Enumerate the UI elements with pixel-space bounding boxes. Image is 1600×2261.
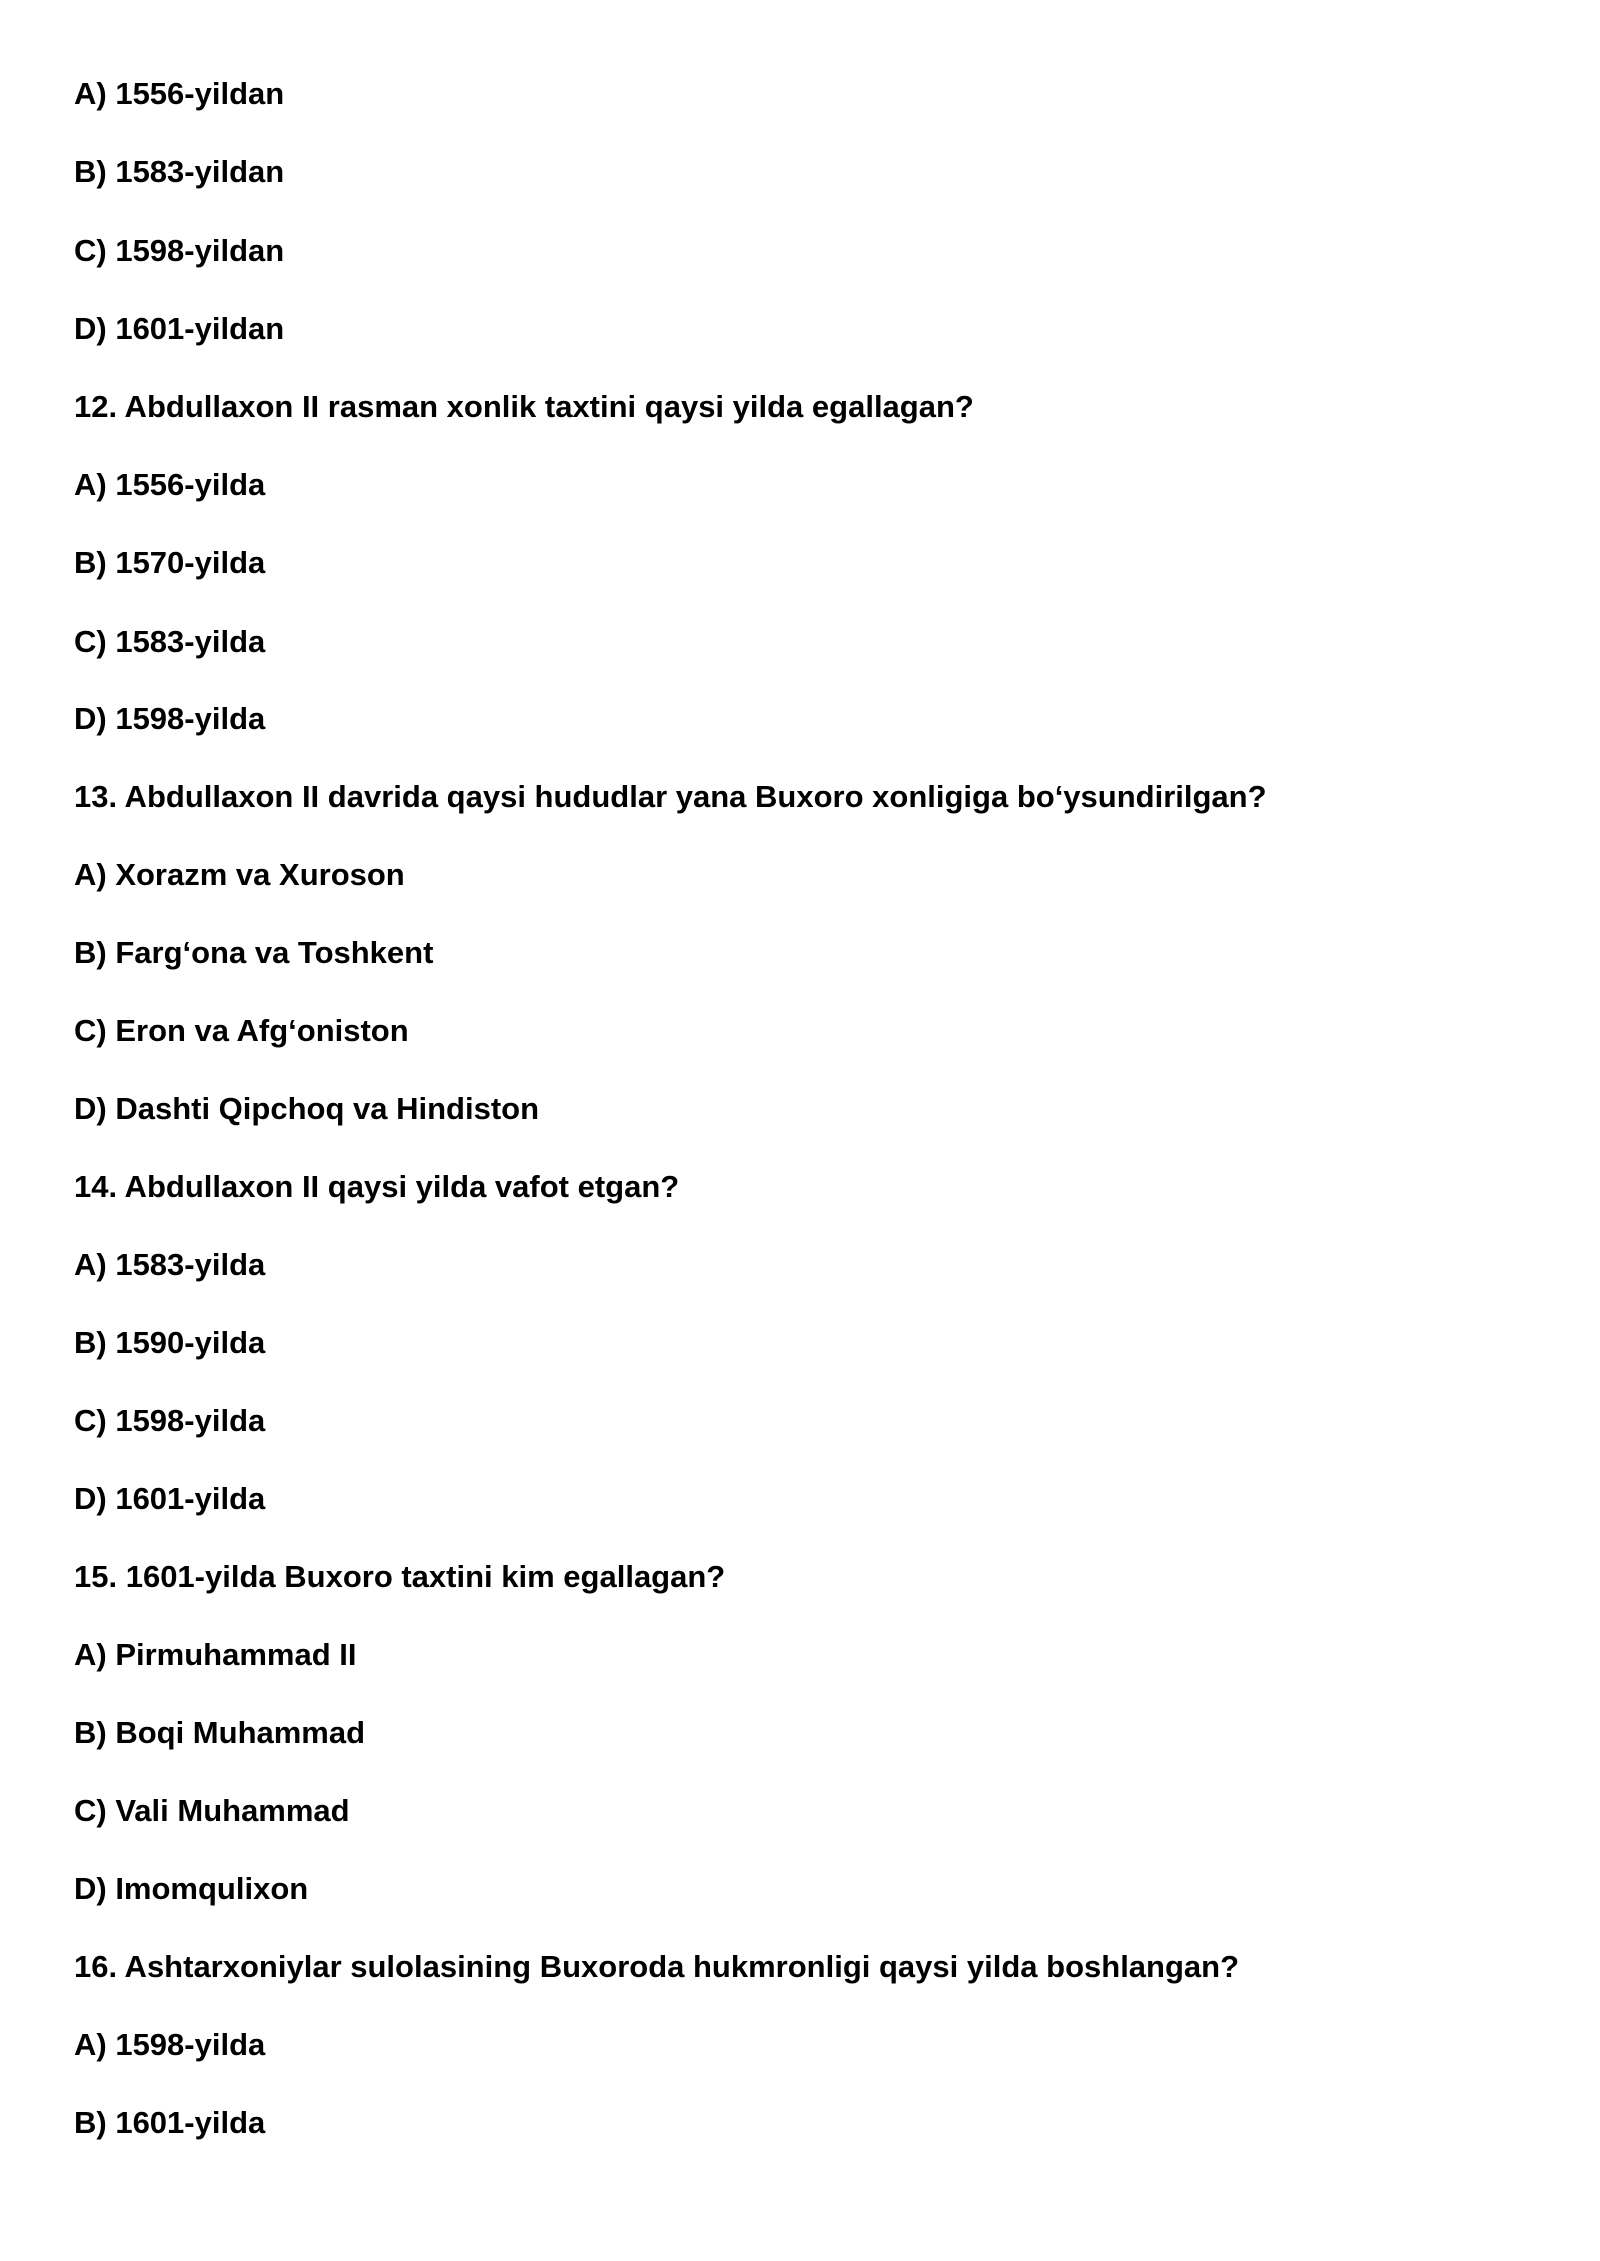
question-14: 14. Abdullaxon II qaysi yilda vafot etgan? xyxy=(74,1169,680,1204)
question-12: 12. Abdullaxon II rasman xonlik taxtini qaysi yilda egallagan? xyxy=(74,389,974,424)
question-13: 13. Abdullaxon II davrida qaysi hududlar yana Buxoro xonligiga bo‘ysundirilgan? xyxy=(74,779,1267,814)
answer-option: B) 1583-yildan xyxy=(74,154,285,189)
answer-option: C) 1583-yilda xyxy=(74,624,266,659)
answer-option: A) Xorazm va Xuroson xyxy=(74,857,405,892)
answer-option: A) 1556-yildan xyxy=(74,76,285,111)
answer-option: B) 1590-yilda xyxy=(74,1325,266,1360)
answer-option: C) 1598-yildan xyxy=(74,233,285,268)
answer-option: A) Pirmuhammad II xyxy=(74,1637,357,1672)
answer-option: D) Dashti Qipchoq va Hindiston xyxy=(74,1091,540,1126)
answer-option: A) 1598-yilda xyxy=(74,2027,266,2062)
answer-option: C) Eron va Afg‘oniston xyxy=(74,1013,409,1048)
answer-option: B) Farg‘ona va Toshkent xyxy=(74,935,434,970)
answer-option: D) 1601-yildan xyxy=(74,311,285,346)
answer-option: B) 1601-yilda xyxy=(74,2105,266,2140)
answer-option: D) 1601-yilda xyxy=(74,1481,266,1516)
answer-option: B) 1570-yilda xyxy=(74,545,266,580)
question-16: 16. Ashtarxoniylar sulolasining Buxoroda hukmronligi qaysi yilda boshlangan? xyxy=(74,1949,1240,1984)
answer-option: B) Boqi Muhammad xyxy=(74,1715,366,1750)
answer-option: C) Vali Muhammad xyxy=(74,1793,350,1828)
answer-option: A) 1583-yilda xyxy=(74,1247,266,1282)
answer-option: D) 1598-yilda xyxy=(74,701,266,736)
answer-option: D) Imomqulixon xyxy=(74,1871,309,1906)
question-15: 15. 1601-yilda Buxoro taxtini kim egallagan? xyxy=(74,1559,726,1594)
answer-option: C) 1598-yilda xyxy=(74,1403,266,1438)
answer-option: A) 1556-yilda xyxy=(74,467,266,502)
